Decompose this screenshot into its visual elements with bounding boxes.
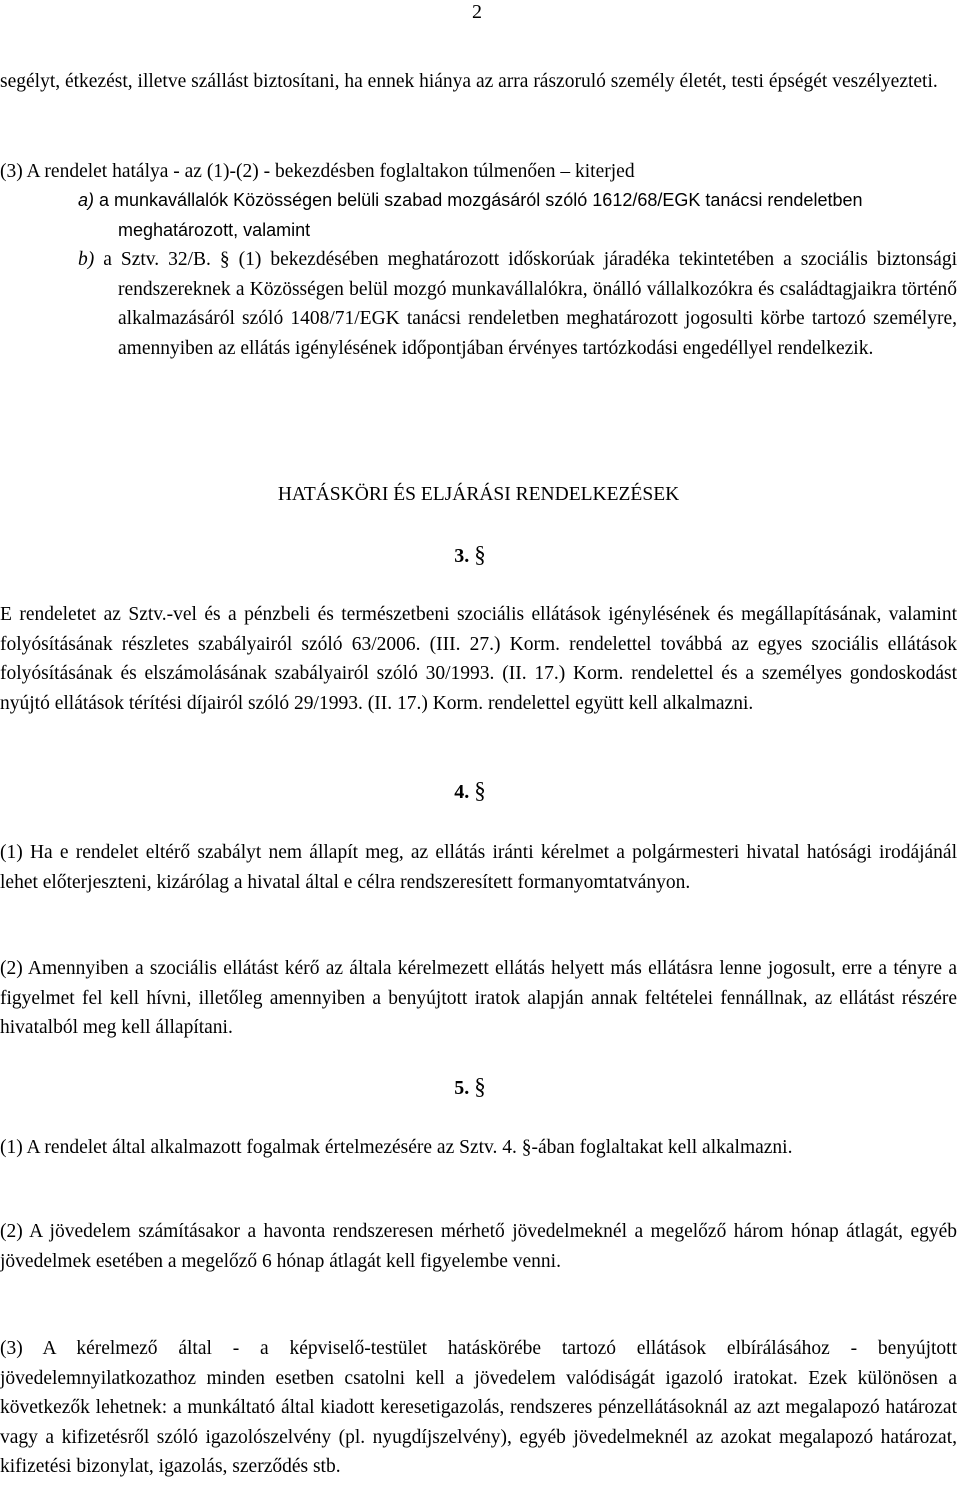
item-a-label: a) <box>78 190 95 210</box>
section-heading: HATÁSKÖRI ÉS ELJÁRÁSI RENDELKEZÉSEK <box>277 484 680 505</box>
item-a-text: a munkavállalók Közösségen belüli szabad mozgásáról szóló 1612/68/EGK tanácsi rendeletben meghatározott, valamint <box>94 190 863 240</box>
section-4-number: 4. <box>454 781 470 803</box>
section-3-text: E rendeletet az Sztv.-vel és a pénzbeli és természetbeni szociális ellátások igénylésének és megállapításának, valamint folyósításának részletes szabályairól szóló 63/2006. (III. 27.) Korm. rendelettel továbbá az egyes szociális ellátások folyósításának és elszámolásának szabályairól szóló 30/1993. (II. 17.) Korm. rendelettel és a személyes gondoskodást nyújtó ellátások térítési díjairól szóló 29/1993. (II. 17.) Korm. rendelettel együtt kell alkalmazni. <box>0 604 957 714</box>
section-5-title <box>420 1073 520 1102</box>
section-4-title <box>420 777 520 806</box>
section-5-paragraph-2: (2) A jövedelem számításakor a havonta rendszeresen mérhető jövedelmeknél a megelőző három hónap átlagát, egyéb jövedelmek esetében a megelőző 6 hónap átlagát kell figyelembe venni. <box>0 1221 957 1272</box>
page-number: 2 <box>472 1 482 23</box>
item-b-text: a Sztv. 32/B. § (1) bekezdésében meghatározott időskorúak járadéka tekintetében a szociális biztonsági rendszereknek a Közösségen belül mozgó munkavállalókra, önálló vállalkozókra és családtagjaikra történő alkalmazásáról szóló 1408/71/EGK tanácsi rendeletben meghatározott jogosulti körbe tartozó személyre, amennyiben az ellátás igénylésének időpontjában érvényes tartózkodási engedéllyel rendelkezik. <box>94 249 957 359</box>
section-5-paragraph-1: (1) A rendelet által alkalmazott fogalmak értelmezésére az Sztv. 4. §-ában foglaltakat kell alkalmazni. <box>0 1137 793 1158</box>
section-5-symbol: § <box>474 1074 486 1099</box>
section-5-paragraph-3: (3) A kérelmező által - a képviselő-testület hatáskörébe tartozó ellátások elbírálásához - benyújtott jövedelemnyilatkozathoz minden esetben csatolni kell a jövedelem valódiságát igazoló iratokat. Ezek különösen a következők lehetnek: a munkáltató által kiadott keresetigazolás, rendszeres pénzellátásoknál az azt megalapozó határozat vagy a kifizetésről szóló igazolószelvény (pl. nyugdíjszelvény), egyéb jövedelmeknél az azokat megalapozó határozat, kifizetési bizonylat, igazolás, szerződés stb. <box>0 1338 957 1478</box>
section-4-paragraph-1: (1) Ha e rendelet eltérő szabályt nem állapít meg, az ellátás iránti kérelmet a polgármesteri hivatal hatósági irodájánál lehet előterjeszteni, kizárólag a hivatal által e célra rendszeresített formanyomtatványon. <box>0 842 957 893</box>
section-5-number: 5. <box>454 1077 470 1099</box>
section-3-number: 3. <box>454 545 470 567</box>
section-4-paragraph-2: (2) Amennyiben a szociális ellátást kérő az általa kérelmezett ellátás helyett más ellátásra lenne jogosult, erre a tényre a figyelmet fel kell hívni, illetőleg amennyiben a benyújtott iratok alapján annak feltételei fennállnak, az ellátást részére hivatalból meg kell állapítani. <box>0 958 957 1039</box>
intro-paragraph: segélyt, étkezést, illetve szállást biztosítani, ha ennek hiánya az arra rászoruló személy életét, testi épségét veszélyezteti. <box>0 71 938 92</box>
para3-item-a <box>0 186 957 245</box>
section-3-symbol: § <box>474 542 486 567</box>
para3-lead: (3) A rendelet hatálya - az (1)-(2) - bekezdésben foglaltakon túlmenően – kiterjed <box>0 161 635 182</box>
section-3-title <box>420 541 520 570</box>
item-b-label: b) <box>78 249 95 270</box>
para3-item-b <box>0 245 957 363</box>
section-4-symbol: § <box>474 778 486 803</box>
